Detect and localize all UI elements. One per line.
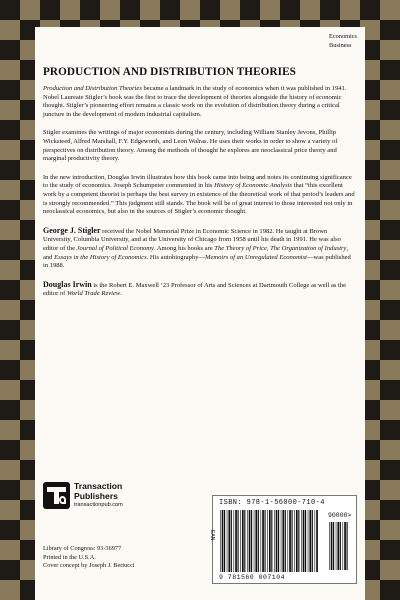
subject-categories (329, 32, 357, 50)
bio-stigler-text-b: . Among his books are (153, 244, 215, 252)
barcode-digits: 9 781560 007104 (219, 574, 286, 581)
paragraph-1-text: became a landmark in the study of economics when it was published in 1941. Nobel Laureate Stigler’s book was the first to trace the development of theories alongside the history of economic thought. Stigler’s pioneering effort remains a classic work on the evolution of distribution theory during a critical juncture in the development of modern industrial capitalism. (43, 85, 347, 118)
text-panel (35, 27, 365, 600)
schumpeter-book-title: History of Economic Analysis (214, 182, 292, 190)
author-name-stigler: George J. Stigler (43, 225, 101, 235)
paragraph-3-text-a: In the new introduction, Douglas Irwin illustrates how this book came into being and notes its continuing significance to the study of economics. Joseph Schumpeter commented in his (43, 173, 352, 190)
book-title-memoirs: Memoirs of an Unregulated Economist (205, 253, 307, 261)
category-economics: Economics (329, 33, 357, 40)
bio-irwin-text-a: is the Robert E. Maxwell ’23 Professor of Arts and Sciences at Dartmouth College as well as the editor of (43, 281, 347, 298)
publisher-url: transactionpub.com (74, 502, 123, 509)
publication-credits (43, 545, 135, 571)
description-paragraph-1 (43, 85, 357, 119)
description-paragraph-2: Stigler examines the writings of major economists during the century, including William Stanley Jevons, Phillip Wicksteed, Alfred Marshall, F.Y. Edgeworth, and Leon Walras. He uses their works in order to show a variety of perspectives on distribution theory. Among the methods of thought he explores are neoclassical price theory and marginal productivity theory. (43, 129, 338, 163)
author-bio-stigler (43, 227, 357, 271)
bio-separator-2: , and (43, 244, 349, 261)
transaction-logo-icon (43, 482, 70, 509)
publisher-name-line-2: Publishers (74, 490, 118, 501)
book-title-theory-of-price: The Theory of Price (214, 244, 267, 252)
book-title: PRODUCTION AND DISTRIBUTION THEORIES (43, 66, 296, 78)
printed-in: Printed in the U.S.A. (43, 553, 96, 561)
bio-irwin-text-b: . (120, 290, 122, 298)
author-name-irwin: Douglas Irwin (43, 279, 92, 289)
addon-barcode (328, 522, 350, 570)
journal-title-wtr: World Trade Review (67, 290, 121, 298)
bio-stigler-text-a: received the Nobel Memorial Prize in Economic Science in 1982. He taught at Brown University, Columbia University, and at the University of Chicago from 1958 until his death in 1991. He was also editor of the (43, 227, 341, 252)
cover-concept: Cover concept by Joseph J. Bertucci (43, 562, 135, 569)
publisher-logo-block (43, 482, 123, 509)
paragraph-3-text-b: that “this excellent work by a competent theorist is perhaps the best survey in existence of the theoretical work of that period’s leaders and is strongly recommended.” This judgment still stands. The book will be of great interest to those interested not only in neoclassical economics, but also in the sources of Stigler’s economic thought. (43, 182, 355, 216)
book-title-essays: Essays in the History of Economics (54, 253, 147, 261)
library-of-congress: Library of Congress: 93-36977 (43, 545, 122, 552)
book-title-organization-of-industry: The Organization of Industry (270, 244, 347, 252)
author-bio-irwin (43, 281, 357, 299)
publisher-name-line-1: Transaction (74, 481, 123, 491)
bio-separator-1: , (266, 244, 271, 252)
bio-stigler-text-d: —was published in 1988. (43, 253, 351, 270)
isbn-barcode (209, 495, 357, 584)
ean-label: EAN (209, 530, 215, 541)
journal-title: Journal of Political Economy (76, 244, 154, 252)
barcode-bars (219, 510, 319, 572)
bio-stigler-text-c: . His autobiography— (146, 253, 206, 261)
book-title-inline: Production and Distribution Theories (43, 85, 142, 92)
category-business: Business (329, 42, 352, 49)
isbn-number: ISBN: 978-1-56000-710-4 (219, 499, 325, 507)
description-paragraph-3 (43, 174, 357, 217)
price-code: 90000> (328, 512, 352, 519)
